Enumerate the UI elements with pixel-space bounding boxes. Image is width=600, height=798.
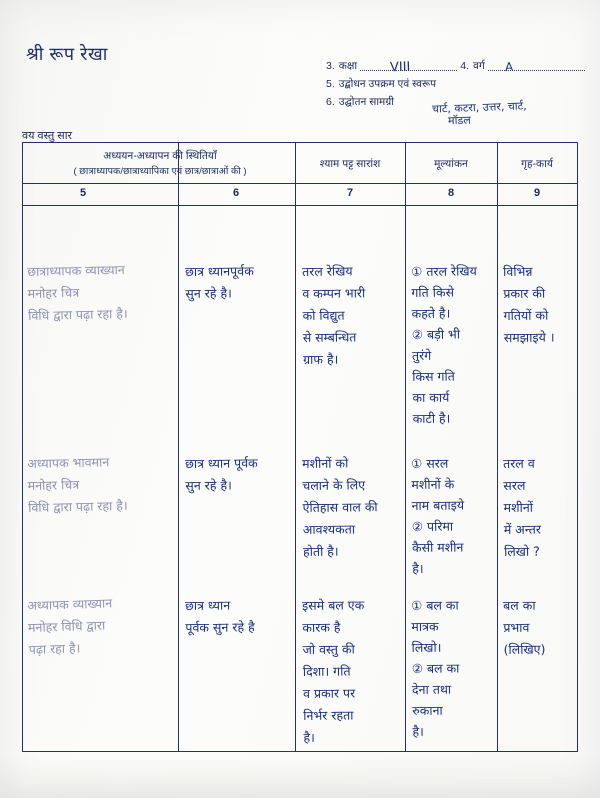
handwritten-section-value: A [504,59,514,75]
header-field-approach-num: 5. [326,78,335,90]
column-divider-6-7 [295,143,296,751]
lesson-plan-table [22,142,578,752]
column-number-5: 5 [79,187,87,199]
header-field-class-num: 3. [326,60,335,72]
header-field-approach [326,76,588,92]
header-field-material-label: उद्घोतन सामग्री [338,96,394,108]
table-row: अध्यापक भावमान मनोहर चित्र विधि द्वारा पढ़ा रहा है। [27,454,128,515]
handwritten-class-value: VIII [389,59,411,76]
table-row: ① बल का मात्रक लिखो। ② बल का देना तथा रुकाना है। [411,597,460,739]
table-row: मशीनों को चलाने के लिए ऐतिहास वाल की आवश्यकता होती है। [302,455,378,559]
column-header-7: श्याम पट्ट सारांश [319,158,381,170]
table-row: तरल व सरल मशीनों में अन्तर लिखो ? [503,455,541,559]
column-number-7: 7 [346,187,354,199]
page-title: श्री रूप रेखा [26,44,108,64]
column-number-rule [23,205,577,206]
column-number-8: 8 [447,187,455,199]
table-row: तरल रेखिय व कम्पन भारी को विद्युत से सम्बन्धित ग्राफ है। [302,263,366,367]
header-field-class [326,58,588,74]
handwritten-material-line1: चार्ट, कटरा, उत्तर, चार्ट, [431,99,527,116]
table-row: बल का प्रभाव (लिखिए) [503,597,546,657]
column-divider-7-8 [405,143,406,751]
table-row: इसमे बल एक कारक है जो वस्तु की दिशा। गति व प्रकार पर निर्भर रहता है। [302,597,365,745]
header-field-approach-label: उद्बोधन उपक्रम एवं स्वरूप [338,78,437,90]
table-row: छात्राध्यापक व्याख्यान मनोहर चित्र विधि द्वारा पढ़ा रहा है। [27,261,128,323]
header-field-section-num: 4. [460,60,470,72]
table-row: ① सरल मशीनों के नाम बताइये ② परिमा कैसी मशीन है। [411,455,465,576]
column-number-6: 6 [232,187,240,199]
table-row: छात्र ध्यानपूर्वक सुन रहे है। [185,263,254,301]
header-field-section-label: वर्ग [473,60,485,72]
column-header-8: मूल्यांकन [434,158,468,170]
column-divider-5-6 [178,143,179,751]
column-header-5: अध्ययन-अध्यापन की स्थितियाँ ( छात्राध्यापक/छात्राध्यापिका एवं छात्र/छात्राओं की ) [73,150,247,177]
table-row: विभिन्न प्रकार की गतियों को समझाइये । [503,263,555,345]
header-field-class-label: कक्षा [338,60,358,72]
handwritten-material-line2: मॉडल [447,113,472,128]
table-row: अध्यापक व्याख्यान मनोहर विधि द्वारा पढ़ा रहा है। [27,595,113,657]
table-row: छात्र ध्यान पूर्वक सुन रहे है। [185,455,258,493]
page-bottom-shading [0,754,600,798]
dotted-line [488,69,585,71]
subtitle: वय वस्तु सार [22,130,73,142]
table-row: ① तरल रेखिय गति किसे कहते है। ② बड़ी भी तुरंगे किस गति का कार्य काटी है। [411,263,477,426]
column-header-9: गृह-कार्य [521,158,553,170]
table-row: छात्र ध्यान पूर्वक सुन रहे है [185,597,255,635]
header-rule [23,183,577,184]
header-field-material-num: 6. [326,96,335,108]
column-number-9: 9 [533,187,541,199]
